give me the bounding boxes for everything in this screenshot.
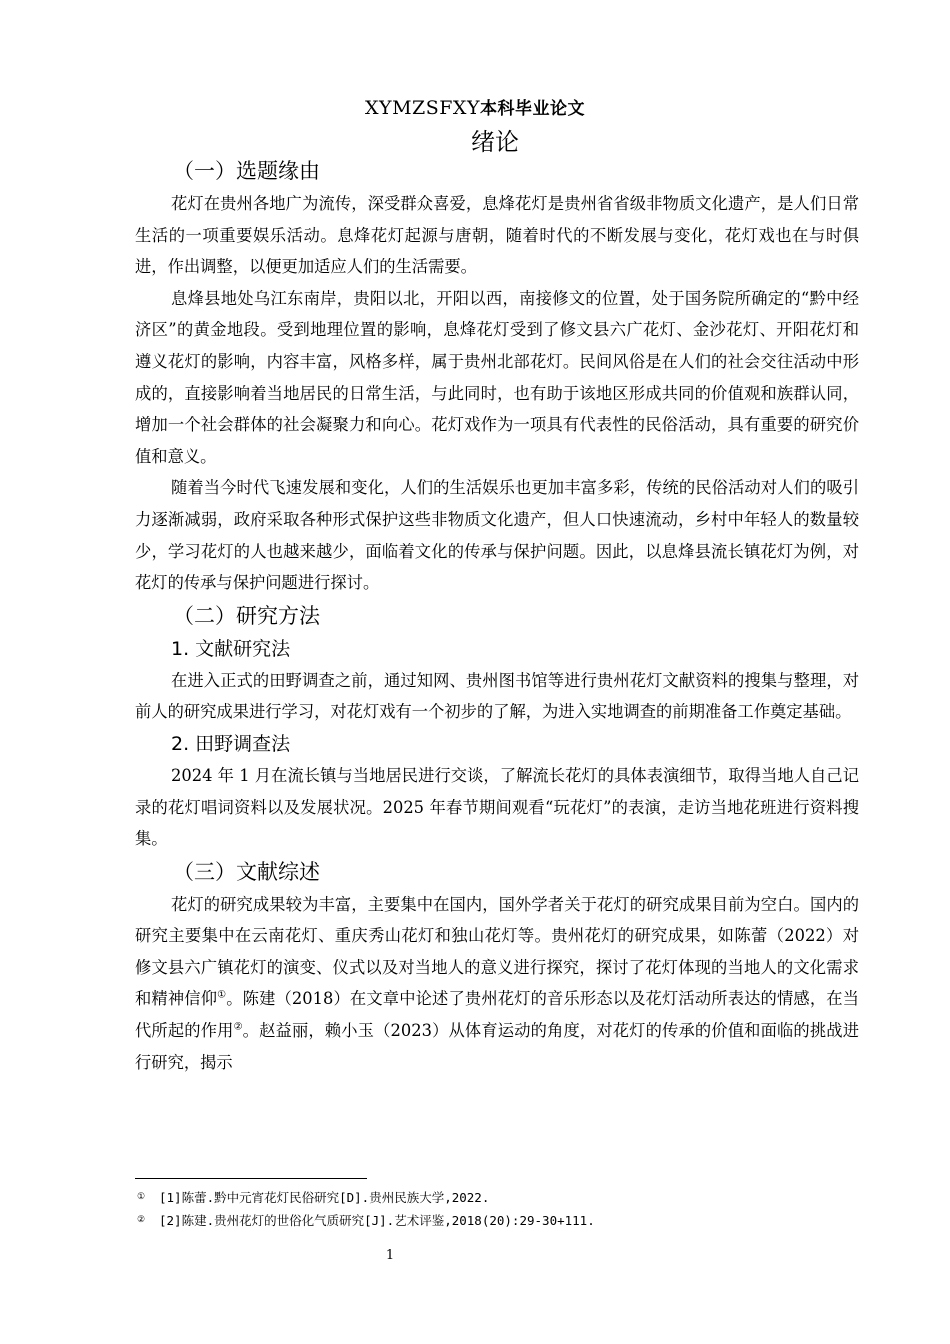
paragraph: [135, 889, 859, 1079]
footnote-mark: ②: [137, 1215, 146, 1225]
header-thesis-label: 本科毕业论文: [480, 99, 585, 119]
chapter-title: 绪论: [471, 128, 519, 156]
paragraph: 随着当今时代飞速发展和变化，人们的生活娱乐也更加丰富多彩，传统的民俗活动对人们的吸引力逐渐减弱，政府采取各种形式保护这些非物质文化遗产，但人口快速流动，乡村中年轻人的数量较少，学习花灯的人也越来越少，面临着文化的传承与保护问题。因此，以息烽县流长镇花灯为例，对花灯的传承与保护问题进行探讨。: [135, 478, 859, 593]
paragraph: 息烽县地处乌江东南岸，贵阳以北，开阳以西，南接修文的位置，处于国务院所确定的“黔中经济区”的黄金地段。受到地理位置的影响，息烽花灯受到了修文县六广花灯、金沙花灯、开阳花灯和遵义花灯的影响，内容丰富，风格多样，属于贵州北部花灯。民间风俗是在人们的社会交往活动中形成的，直接影响着当地居民的日常生活，与此同时，也有助于该地区形成共同的价值观和族群认同，增加一个社会群体的社会凝聚力和向心。花灯戏作为一项具有代表性的民俗活动，具有重要的研究价值和意义。: [135, 288, 859, 466]
text-run: 。赵益丽，赖小玉（2023）从体育运动的角度，对花灯的传承的价值和面临的挑战进行研究，揭示: [135, 1021, 859, 1072]
paragraph: 花灯在贵州各地广为流传，深受群众喜爱，息烽花灯是贵州省省级非物质文化遗产，是人们日常生活的一项重要娱乐活动。息烽花灯起源与唐朝，随着时代的不断发展与变化，花灯戏也在与时俱进，作出调整，以便更加适应人们的生活需要。: [135, 194, 859, 277]
footnote-text: [1]陈蕾.黔中元宵花灯民俗研究[D].贵州民族大学,2022.: [159, 1190, 490, 1205]
running-header: [0, 94, 950, 119]
body-text: [135, 154, 859, 1078]
footnote-ref[interactable]: ①: [217, 990, 227, 1002]
text-run: 花灯的研究成果较为丰富，主要集中在国内，国外学者关于花灯的研究成果目前为空白。国内的研究主要集中在云南花灯、重庆秀山花灯和独山花灯等。贵州花灯的研究成果，如陈蕾（2022）对修文县六广镇花灯的演变、仪式以及对当地人的意义进行探究，探讨了花灯体现的当地人的文化需求和精神信仰: [135, 894, 859, 1009]
footnotes: [137, 1186, 861, 1232]
subsection-heading-fieldwork-method: 2. 田野调查法: [171, 732, 291, 755]
section-heading-1: （一）选题缘由: [173, 159, 320, 183]
footnote-ref[interactable]: ②: [233, 1021, 243, 1033]
paragraph: 在进入正式的田野调查之前，通过知网、贵州图书馆等进行贵州花灯文献资料的搜集与整理，对前人的研究成果进行学习，对花灯戏有一个初步的了解，为进入实地调查的前期准备工作奠定基础。: [135, 670, 859, 722]
footnote-mark: ①: [137, 1192, 146, 1202]
footnote: [137, 1209, 861, 1232]
paragraph: 2024 年 1 月在流长镇与当地居民进行交谈，了解流长花灯的具体表演细节，取得当地人自己记录的花灯唱词资料以及发展状况。2025 年春节期间观看“玩花灯”的表演，走访当地花班进行资料搜集。: [135, 765, 859, 849]
subsection-heading-literature-method: 1. 文献研究法: [171, 637, 291, 660]
text-run: 。陈建（2018）在文章中论述了贵州花灯的音乐形态以及花灯活动所表达的情感，在当代所起的作用: [135, 989, 859, 1041]
footnote: [137, 1186, 861, 1209]
footnote-text: [2]陈建.贵州花灯的世俗化气质研究[J].艺术评鉴,2018(20):29-30+111.: [159, 1213, 595, 1228]
section-heading-3: （三）文献综述: [173, 859, 320, 884]
section-heading-2: （二）研究方法: [173, 603, 320, 628]
header-latin: XYMZSFXY: [365, 97, 480, 119]
footnote-separator: [135, 1178, 367, 1179]
page-number: 1: [385, 1248, 395, 1263]
